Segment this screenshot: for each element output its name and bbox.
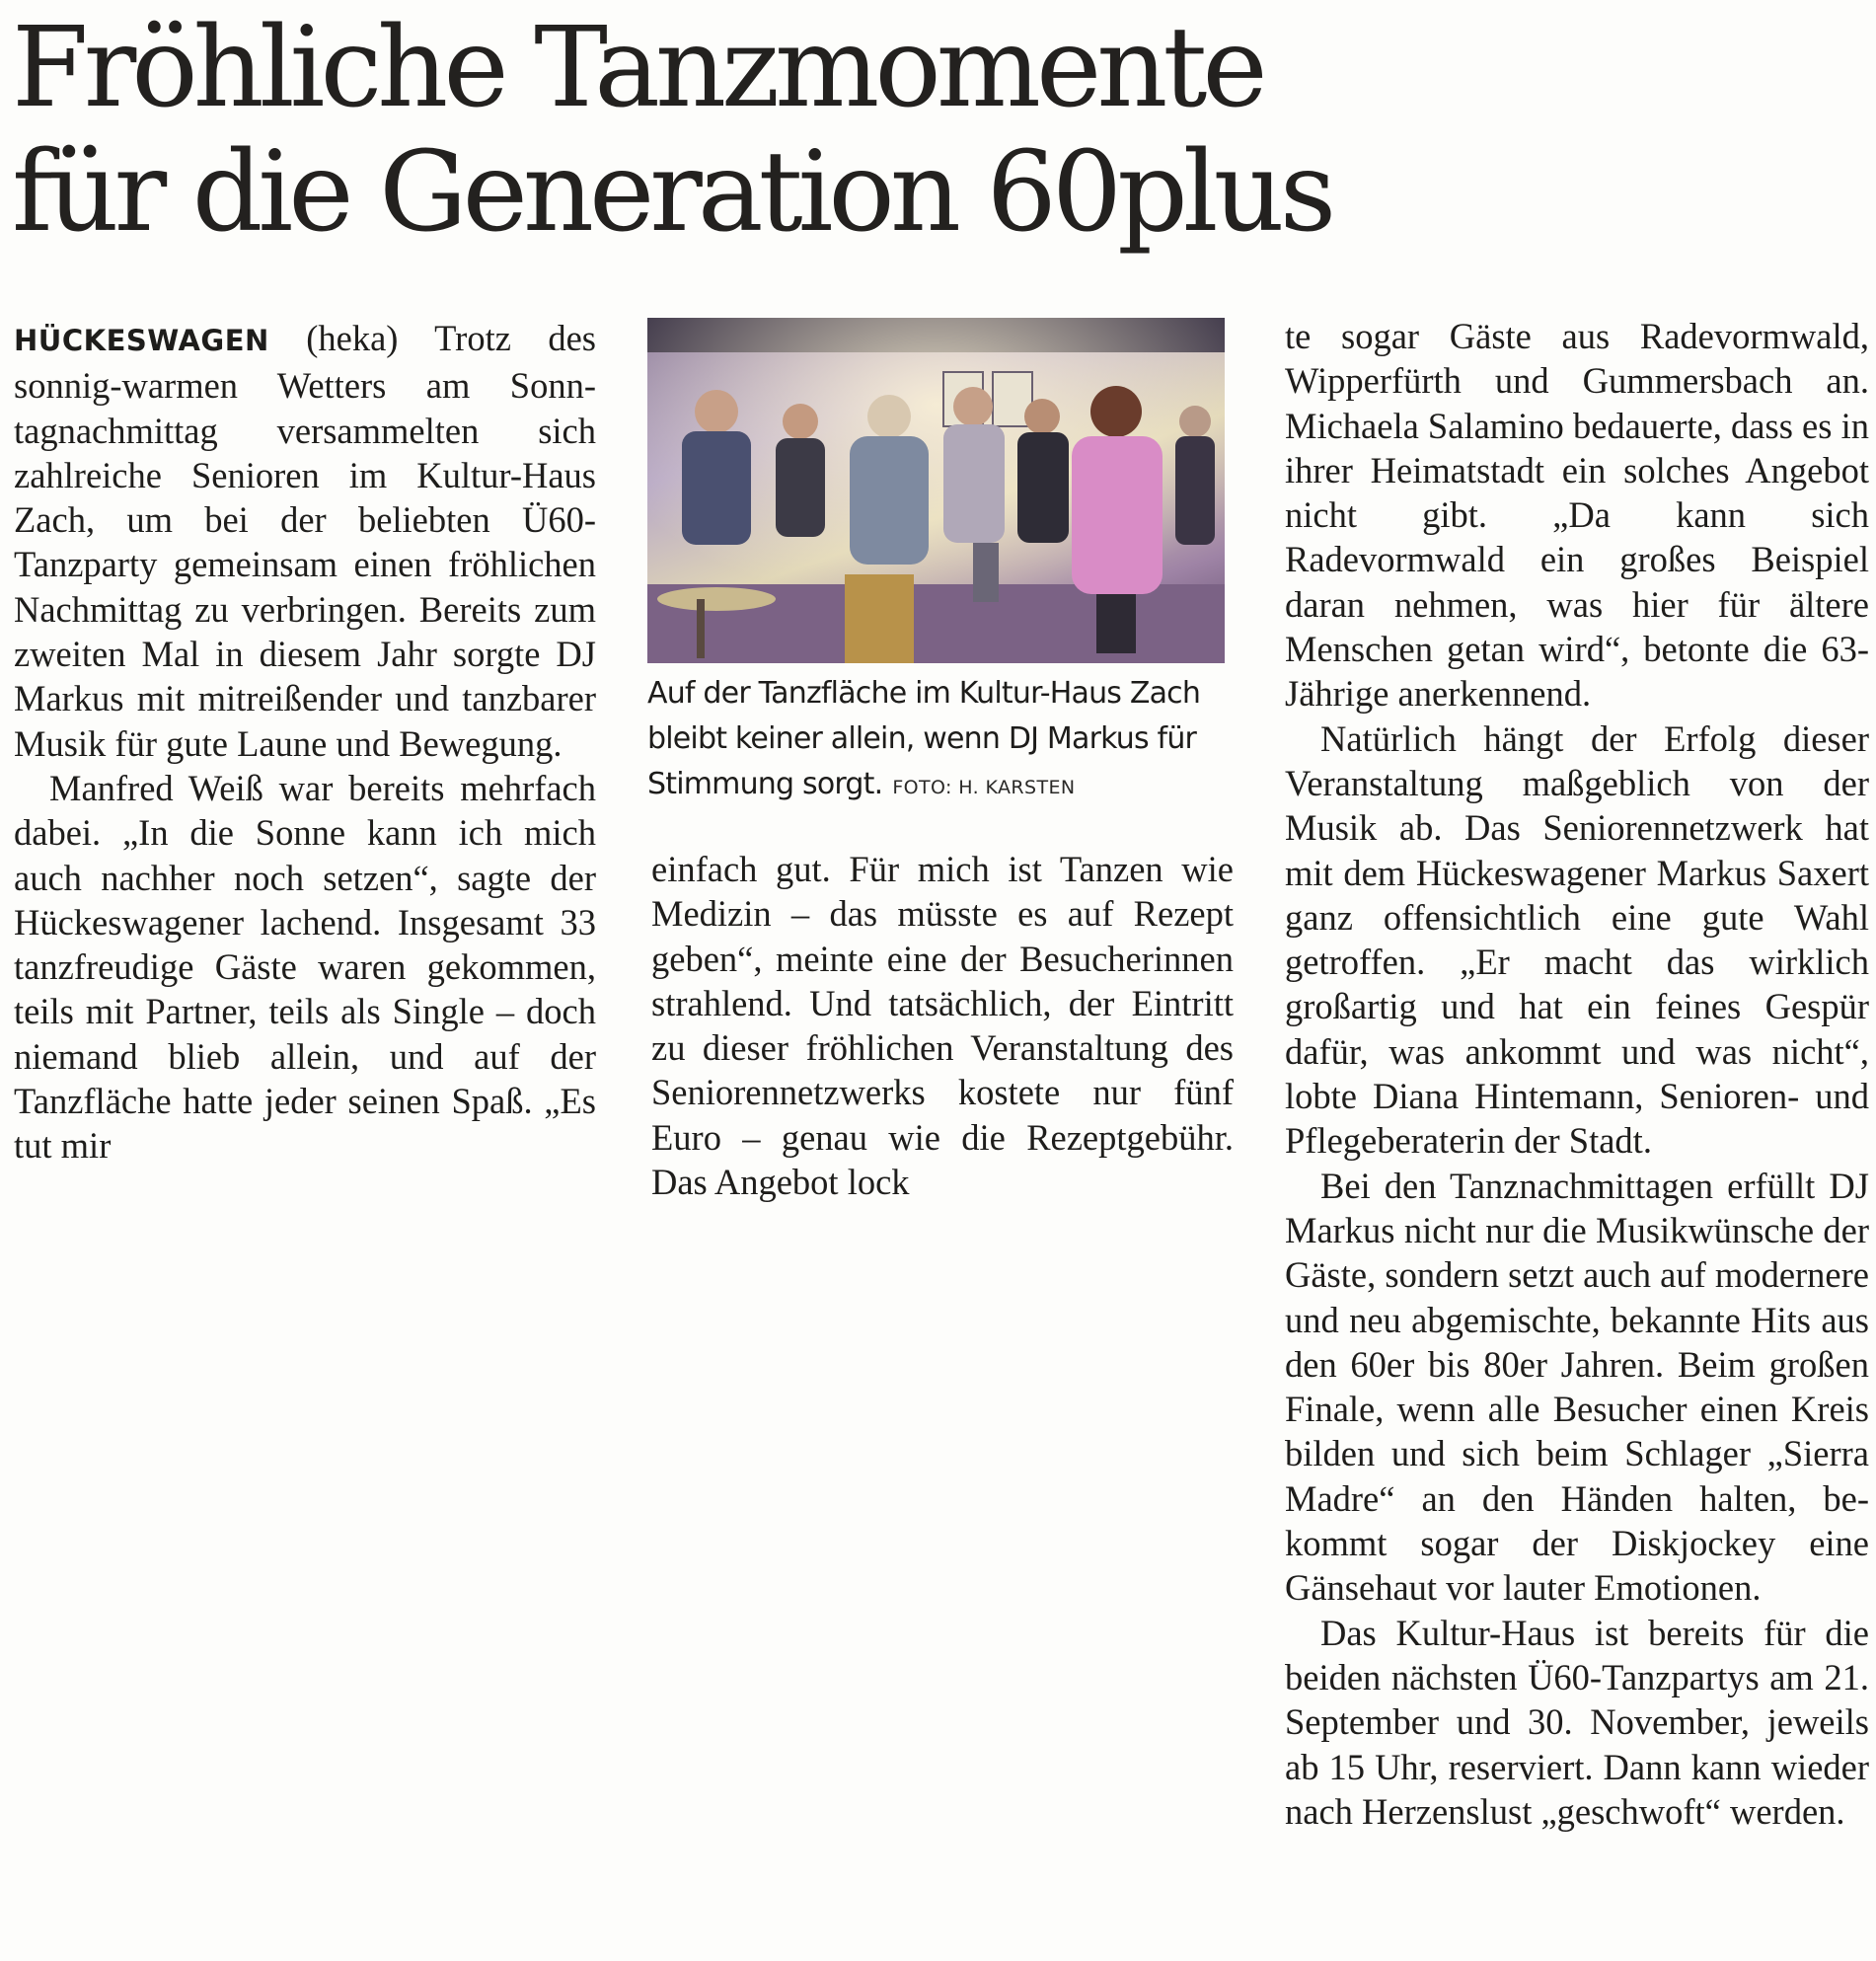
- paragraph-5: Das Kultur-Haus ist bereits für die beiden nächsten Ü60-Tanzpartys am 21. September und 30. November, jeweils ab 15 Uhr, reserviert. Dann kann wieder nach Herzenslust „geschwoft“ werden.: [1285, 1612, 1869, 1832]
- dateline: HÜCKESWAGEN: [14, 324, 269, 357]
- headline-line-2: für die Generation 60plus: [12, 128, 1332, 257]
- article-column-1: [14, 316, 596, 1169]
- photo-credit: FOTO: H. KARSTEN: [892, 777, 1076, 798]
- dance-floor-illustration: [647, 318, 1225, 663]
- paragraph-2-continued: einfach gut. Für mich ist Tanzen wie Medizin – das müsste es auf Rezept geben“, meinte eine der Besucherinnen strahlend. Und tatsächlich, der Eintritt zu dieser fröhlichen Veranstaltung des Seniorennetzwerks kostete nur fünf Euro – genau wie die Rezeptgebühr. Das Angebot lock: [651, 849, 1234, 1203]
- headline-line-1: Fröhliche Tanzmomente: [12, 4, 1263, 132]
- article-column-3: [1285, 314, 1869, 1834]
- dance-floor-photo: [647, 318, 1225, 663]
- paragraph-3: Natürlich hängt der Erfolg dieser Veranstaltung maßgeblich von der Musik ab. Das Seniorennetzwerk hat mit dem Hückeswagener Markus Saxert ganz offensichtlich eine gute Wahl getroffen. „Er macht das wirklich großartig und hat ein feines Gespür dafür, was ankommt und was nicht“, lobte Diana Hintemann, Senioren- und Pflegeberaterin der Stadt.: [1285, 717, 1869, 1162]
- headline: [12, 6, 1413, 255]
- paragraph-1-text: (heka) Trotz des sonnig-warmen Wetters am Sonntagnachmittag versammelten sich zahlreiche Senioren im Kultur-Haus Zach, um bei der beliebten Ü60-Tanzparty gemeinsam einen fröhlichen Nachmittag zu verbringen. Bereits zum zweiten Mal in diesem Jahr sorgte DJ Markus mit mitreißender und tanzbarer Musik für gute Laune und Bewegung.: [14, 318, 596, 764]
- paragraph-4: Bei den Tanznachmittagen erfüllt DJ Markus nicht nur die Musikwünsche der Gäste, sondern setzt auch auf modernere und neu abgemischte, bekannte Hits aus den 60er bis 80er Jahren. Beim großen Finale, wenn alle Besucher einen Kreis bilden und sich beim Schlager „Sierra Madre“ an den Händen halten, bekommt sogar der Diskjockey eine Gänsehaut vor lauter Emotionen.: [1285, 1165, 1869, 1609]
- photo-caption: [647, 671, 1230, 810]
- paragraph-1: [14, 316, 596, 766]
- photo-caption-text: Auf der Tanzfläche im Kultur-Haus Zach bleibt keiner allein, wenn DJ Markus für Stimmung sorgt.: [647, 676, 1201, 801]
- paragraph-2: Manfred Weiß war bereits mehrfach dabei. „In die Sonne kann ich mich auch nachher noch setzen“, sagte der Hückeswagener lachend. Insgesamt 33 tanzfreudige Gäste waren gekommen, teils mit Partner, teils als Single – doch niemand blieb allein, und auf der Tanzfläche hatte jeder seinen Spaß. „Es tut mir: [14, 767, 596, 1167]
- paragraph-2-continued-2: te sogar Gäste aus Radevormwald, Wipperfürth und Gummersbach an. Michaela Salamino bedauerte, dass es in ihrer Heimatstadt ein solches Angebot nicht gibt. „Da kann sich Radevormwald ein großes Beispiel daran nehmen, was hier für ältere Menschen getan wird“, betonte die 63-Jährige anerkennend.: [1285, 316, 1869, 715]
- article-column-2: [651, 847, 1234, 1204]
